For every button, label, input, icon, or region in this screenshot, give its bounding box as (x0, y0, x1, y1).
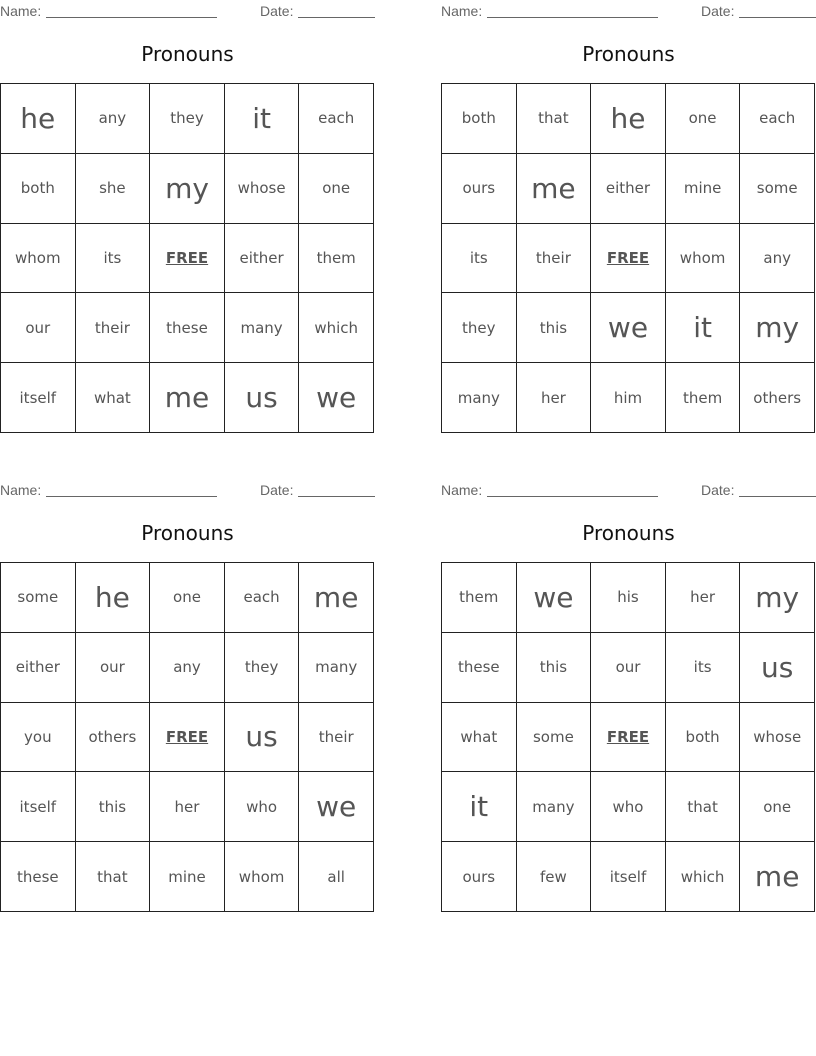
word-cell: which (299, 293, 374, 363)
date-field-line (298, 17, 375, 18)
word-cell: it (666, 293, 741, 363)
word-cell: her (666, 563, 741, 633)
word-cell: itself (1, 772, 76, 842)
word-cell: us (225, 703, 300, 773)
word-cell: our (591, 633, 666, 703)
date-field-line (298, 496, 375, 497)
bingo-grid (0, 83, 374, 433)
word-cell: both (1, 154, 76, 224)
word-cell: both (666, 703, 741, 773)
word-cell: them (299, 224, 374, 294)
word-cell: either (591, 154, 666, 224)
date-label: Date: (701, 3, 735, 19)
date-field-line (739, 17, 816, 18)
word-cell: one (740, 772, 815, 842)
word-cell: others (740, 363, 815, 433)
word-cell: they (442, 293, 517, 363)
word-cell: these (442, 633, 517, 703)
word-cell: our (1, 293, 76, 363)
word-cell: its (666, 633, 741, 703)
word-cell: we (517, 563, 592, 633)
word-cell: me (150, 363, 225, 433)
word-cell: itself (1, 363, 76, 433)
word-cell: many (225, 293, 300, 363)
word-cell: mine (150, 842, 225, 912)
name-label: Name: (441, 482, 483, 498)
word-cell: who (591, 772, 666, 842)
word-cell: many (517, 772, 592, 842)
word-cell: that (517, 84, 592, 154)
word-cell: we (591, 293, 666, 363)
word-cell: me (517, 154, 592, 224)
word-cell: my (740, 563, 815, 633)
word-cell: what (76, 363, 151, 433)
word-cell: it (225, 84, 300, 154)
name-field-line (46, 496, 217, 497)
word-cell: we (299, 772, 374, 842)
word-cell: him (591, 363, 666, 433)
word-cell: you (1, 703, 76, 773)
word-cell: them (666, 363, 741, 433)
name-field-line (487, 17, 658, 18)
word-cell: others (76, 703, 151, 773)
card-title: Pronouns (582, 521, 675, 545)
word-cell: itself (591, 842, 666, 912)
word-cell: its (76, 224, 151, 294)
word-cell: she (76, 154, 151, 224)
word-cell: he (591, 84, 666, 154)
word-cell: which (666, 842, 741, 912)
word-cell: their (299, 703, 374, 773)
name-field-line (46, 17, 217, 18)
card-header (0, 479, 375, 499)
word-cell: it (442, 772, 517, 842)
word-cell: our (76, 633, 151, 703)
word-cell: what (442, 703, 517, 773)
bingo-grid (441, 562, 815, 912)
word-cell: us (225, 363, 300, 433)
word-cell: ours (442, 842, 517, 912)
word-cell: many (299, 633, 374, 703)
word-cell: this (76, 772, 151, 842)
word-cell: them (442, 563, 517, 633)
word-cell: some (517, 703, 592, 773)
word-cell: mine (666, 154, 741, 224)
word-cell: he (1, 84, 76, 154)
word-cell: his (591, 563, 666, 633)
word-cell: this (517, 633, 592, 703)
word-cell: one (666, 84, 741, 154)
card-header (441, 479, 816, 499)
word-cell: whose (740, 703, 815, 773)
word-cell: any (150, 633, 225, 703)
word-cell: these (1, 842, 76, 912)
word-cell: my (150, 154, 225, 224)
word-cell: their (76, 293, 151, 363)
word-cell: one (150, 563, 225, 633)
name-label: Name: (0, 482, 42, 498)
word-cell: many (442, 363, 517, 433)
word-cell: me (299, 563, 374, 633)
word-cell: each (740, 84, 815, 154)
free-space-cell: FREE (150, 224, 225, 294)
word-cell: some (740, 154, 815, 224)
free-space-cell: FREE (591, 224, 666, 294)
word-cell: whom (666, 224, 741, 294)
word-cell: whom (225, 842, 300, 912)
date-label: Date: (701, 482, 735, 498)
name-label: Name: (441, 3, 483, 19)
word-cell: who (225, 772, 300, 842)
card-header (0, 0, 375, 20)
word-cell: few (517, 842, 592, 912)
word-cell: her (517, 363, 592, 433)
word-cell: we (299, 363, 374, 433)
card-header (441, 0, 816, 20)
word-cell: either (225, 224, 300, 294)
free-space-cell: FREE (591, 703, 666, 773)
date-field-line (739, 496, 816, 497)
date-label: Date: (260, 482, 294, 498)
word-cell: whom (1, 224, 76, 294)
word-cell: any (76, 84, 151, 154)
word-cell: ours (442, 154, 517, 224)
word-cell: either (1, 633, 76, 703)
word-cell: any (740, 224, 815, 294)
bingo-grid (0, 562, 374, 912)
word-cell: whose (225, 154, 300, 224)
word-cell: that (76, 842, 151, 912)
word-cell: her (150, 772, 225, 842)
name-field-line (487, 496, 658, 497)
word-cell: that (666, 772, 741, 842)
word-cell: all (299, 842, 374, 912)
card-title: Pronouns (141, 521, 234, 545)
word-cell: they (150, 84, 225, 154)
word-cell: their (517, 224, 592, 294)
word-cell: its (442, 224, 517, 294)
word-cell: they (225, 633, 300, 703)
word-cell: some (1, 563, 76, 633)
free-space-cell: FREE (150, 703, 225, 773)
card-title: Pronouns (582, 42, 675, 66)
word-cell: both (442, 84, 517, 154)
word-cell: he (76, 563, 151, 633)
word-cell: these (150, 293, 225, 363)
word-cell: one (299, 154, 374, 224)
bingo-grid (441, 83, 815, 433)
date-label: Date: (260, 3, 294, 19)
word-cell: us (740, 633, 815, 703)
word-cell: my (740, 293, 815, 363)
word-cell: each (225, 563, 300, 633)
word-cell: me (740, 842, 815, 912)
word-cell: each (299, 84, 374, 154)
word-cell: this (517, 293, 592, 363)
name-label: Name: (0, 3, 42, 19)
card-title: Pronouns (141, 42, 234, 66)
